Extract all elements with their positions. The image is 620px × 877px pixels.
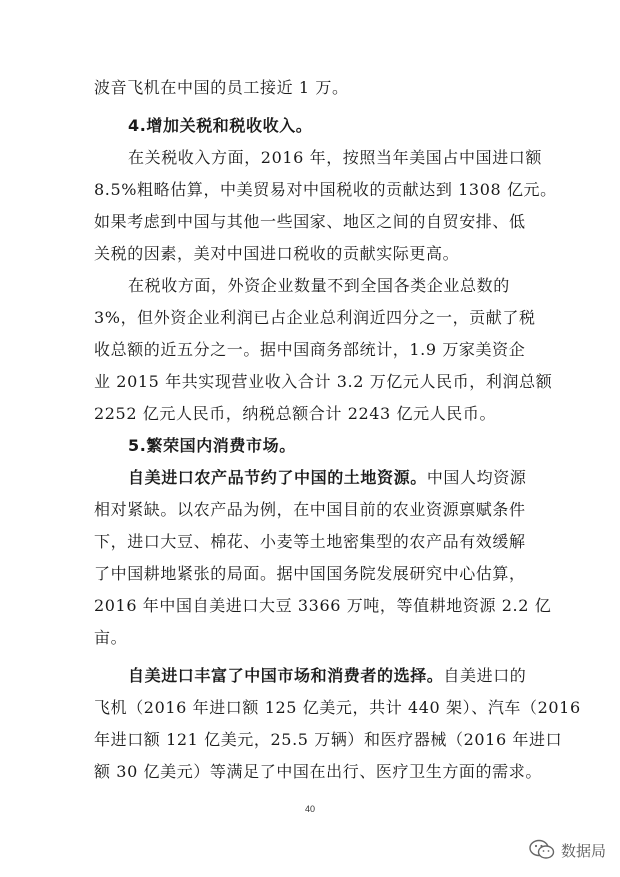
text-line: 2252 亿元人民币，纳税总额合计 2243 亿元人民币。 [94,404,497,423]
text-line [94,660,534,692]
text-line: 年进口额 121 亿美元，25.5 万辆）和医疗器械（2016 年进口 [94,730,563,749]
lead-text: 中国人均资源 [426,468,527,487]
text-line: 额 30 亿美元）等满足了中国在出行、医疗卫生方面的需求。 [94,762,542,781]
text-line: 2016 年中国自美进口大豆 3366 万吨，等值耕地资源 2.2 亿 [94,596,552,615]
lead-text: 自美进口的 [443,666,527,685]
page-number: 40 [304,804,315,814]
text-line: 在关税收入方面，2016 年，按照当年美国占中国进口额 [128,148,543,167]
text-line: 收总额的近五分之一。据中国商务部统计，1.9 万家美资企 [94,340,526,359]
text-line: 下，进口大豆、棉花、小麦等土地密集型的农产品有效缓解 [94,532,526,551]
text-line: 3%，但外资企业利润已占企业总利润近四分之一，贡献了税 [94,308,536,327]
document-body [94,72,581,788]
bold-lead: 自美进口丰富了中国市场和消费者的选择。 [128,666,444,685]
text-line: 波音飞机在中国的员工接近 1 万。 [94,78,349,97]
text-line [94,462,534,494]
text-line: 业 2015 年共实现营业收入合计 3.2 万亿元人民币，利润总额 [94,372,553,391]
watermark [529,839,606,861]
section-heading-consumption: 5.繁荣国内消费市场。 [128,436,296,455]
wechat-icon [529,839,555,861]
text-line: 关税的因素，美对中国进口税收的贡献实际更高。 [94,244,460,263]
section-heading-tariff: 4.增加关税和税收收入。 [128,116,313,135]
text-line: 飞机（2016 年进口额 125 亿美元，共计 440 架）、汽车（2016 [94,698,581,717]
text-line: 了中国耕地紧张的局面。据中国国务院发展研究中心估算， [94,564,526,583]
watermark-label: 数据局 [560,841,606,860]
text-line: 相对紧缺。以农产品为例，在中国目前的农业资源禀赋条件 [94,500,526,519]
text-line: 如果考虑到中国与其他一些国家、地区之间的自贸安排、低 [94,212,526,231]
text-line: 在税收方面，外资企业数量不到全国各类企业总数的 [128,276,510,295]
text-line: 8.5%粗略估算，中美贸易对中国税收的贡献达到 1308 亿元。 [94,180,557,199]
bold-lead: 自美进口农产品节约了中国的土地资源。 [128,468,427,487]
text-line: 亩。 [94,628,128,647]
